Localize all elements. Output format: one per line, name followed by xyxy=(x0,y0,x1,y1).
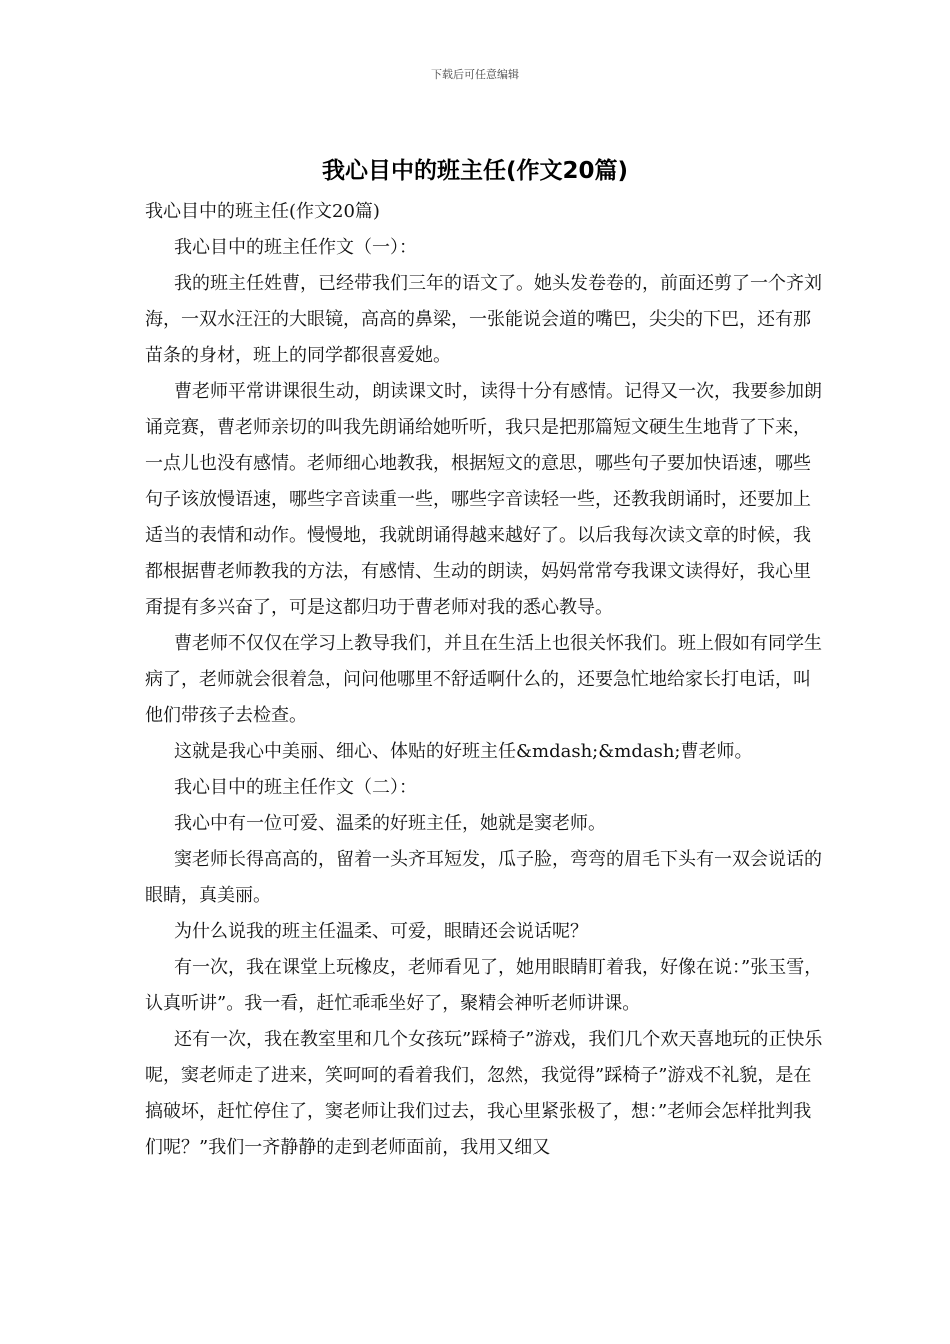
section-heading-1: 我心目中的班主任作文（一）： xyxy=(174,237,417,258)
document-body xyxy=(145,194,825,1166)
document-title: 我心目中的班主任(作文20篇) xyxy=(321,158,629,184)
paragraph: 窦老师长得高高的，留着一头齐耳短发，瓜子脸，弯弯的眉毛下头有一双会说话的眼睛，真美丽。 xyxy=(145,849,822,906)
document-subtitle: 我心目中的班主任(作文20篇) xyxy=(145,201,380,222)
page-header-note: 下载后可任意编辑 xyxy=(431,68,519,81)
paragraph: 有一次，我在课堂上玩橡皮，老师看见了，她用眼睛盯着我，好像在说：”张玉雪，认真听讲”。我一看，赶忙乖乖坐好了，聚精会神听老师讲课。 xyxy=(145,957,823,1014)
paragraph: 我心中有一位可爱、温柔的好班主任，她就是窦老师。 xyxy=(174,813,606,834)
paragraph: 还有一次，我在教室里和几个女孩玩”踩椅子”游戏，我们几个欢天喜地玩的正快乐呢，窦老师走了进来，笑呵呵的看着我们，忽然，我觉得”踩椅子”游戏不礼貌，是在搞破坏，赶忙停住了，窦老师让我们过去，我心里紧张极了，想：”老师会怎样批判我们呢？”我们一齐静静的走到老师面前，我用又细又 xyxy=(145,1029,823,1158)
section-heading-2: 我心目中的班主任作文（二）： xyxy=(174,777,417,798)
paragraph: 曹老师不仅仅在学习上教导我们，并且在生活上也很关怀我们。班上假如有同学生病了，老师就会很着急，问问他哪里不舒适啊什么的，还要急忙地给家长打电话，叫他们带孩子去检查。 xyxy=(145,633,822,726)
paragraph: 我的班主任姓曹，已经带我们三年的语文了。她头发卷卷的，前面还剪了一个齐刘海，一双水汪汪的大眼镜，高高的鼻梁，一张能说会道的嘴巴，尖尖的下巴，还有那苗条的身材，班上的同学都很喜爱她。 xyxy=(145,273,822,366)
paragraph: 这就是我心中美丽、细心、体贴的好班主任&mdash;&mdash;曹老师。 xyxy=(174,741,753,762)
paragraph: 曹老师平常讲课很生动，朗读课文时，读得十分有感情。记得又一次，我要参加朗诵竞赛，曹老师亲切的叫我先朗诵给她听听，我只是把那篇短文硬生生地背了下来，一点儿也没有感情。老师细心地教我，根据短文的意思，哪些句子要加快语速，哪些句子该放慢语速，哪些字音读重一些，哪些字音读轻一些，还教我朗诵时，还要加上适当的表情和动作。慢慢地，我就朗诵得越来越好了。以后我每次读文章的时候，我都根据曹老师教我的方法，有感情、生动的朗读，妈妈常常夸我课文读得好，我心里甭提有多兴奋了，可是这都归功于曹老师对我的悉心教导。 xyxy=(145,381,822,618)
paragraph: 为什么说我的班主任温柔、可爱，眼睛还会说话呢？ xyxy=(174,921,588,942)
